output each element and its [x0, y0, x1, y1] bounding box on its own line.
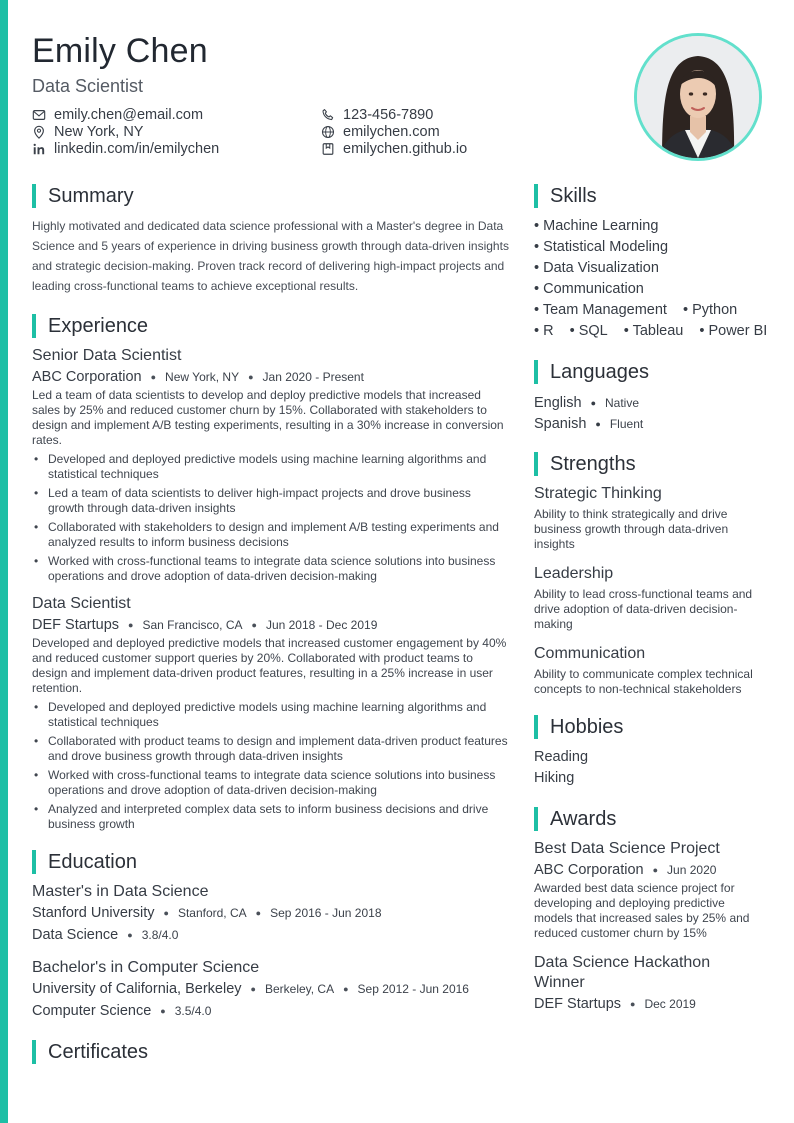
hobbies-title: Hobbies	[550, 715, 624, 738]
language-item	[534, 392, 764, 413]
education-dates: Sep 2012 - Jun 2016	[357, 982, 469, 996]
awards-title: Awards	[550, 807, 617, 830]
gpa: 3.8/4.0	[141, 928, 179, 942]
globe-icon	[321, 125, 335, 139]
award-item	[534, 839, 764, 941]
school-location: Berkeley, CA	[264, 982, 335, 996]
separator-dot: ●	[127, 930, 133, 940]
strength-title: Leadership	[534, 565, 614, 582]
education-meta	[32, 902, 510, 924]
language-item	[534, 413, 764, 434]
portrait-image	[637, 36, 759, 158]
skill-row	[534, 321, 768, 342]
mail-icon	[32, 108, 46, 122]
experience-heading	[32, 314, 510, 338]
left-column	[32, 184, 510, 1064]
job-bullet: • Worked with cross-functional teams to integrate data science solutions into business operations and drove adoption of data-driven decision-making	[32, 554, 510, 584]
certificates-title: Certificates	[48, 1040, 149, 1063]
job-title: Senior Data Scientist	[32, 347, 182, 364]
strength-item	[534, 564, 764, 632]
right-column	[534, 184, 768, 1015]
skill-item: • Machine Learning	[534, 218, 659, 234]
separator-dot: ●	[248, 372, 254, 382]
award-title: Best Data Science Project	[534, 840, 720, 857]
award-date: Dec 2019	[644, 997, 696, 1011]
skill-row	[534, 300, 764, 321]
separator-dot: ●	[251, 620, 257, 630]
contact-location	[32, 123, 321, 140]
languages-title: Languages	[550, 360, 649, 383]
language-level: Fluent	[609, 416, 644, 431]
contact-info	[32, 106, 592, 157]
github-text: emilychen.github.io	[343, 140, 468, 157]
awards-heading	[534, 807, 764, 831]
separator-dot: ●	[595, 418, 601, 429]
job-meta	[32, 366, 510, 388]
skills-heading	[534, 184, 764, 208]
company-name: DEF Startups	[32, 617, 120, 633]
job-bullets	[32, 452, 510, 584]
job-bullet: • Collaborated with stakeholders to design and implement A/B testing experiments and analyzed results to inform business decisions	[32, 520, 510, 550]
phone-text: 123-456-7890	[343, 106, 434, 123]
skill-item: • Data Visualization	[534, 260, 659, 276]
hobby-item: Hiking	[534, 770, 575, 786]
heading-accent	[534, 807, 538, 831]
separator-dot: ●	[250, 984, 256, 994]
skill-item: • Tableau	[623, 323, 684, 339]
candidate-name: Emily Chen	[32, 32, 208, 70]
skills-list	[534, 216, 768, 342]
skill-item: • SQL	[569, 323, 608, 339]
award-meta	[534, 993, 764, 1015]
contact-phone[interactable]	[321, 106, 581, 123]
education-heading	[32, 850, 510, 874]
job-bullet: • Analyzed and interpreted complex data sets to inform business decisions and drive business growth	[32, 802, 510, 832]
education-field	[32, 1000, 510, 1022]
degree-name: Master's in Data Science	[32, 883, 209, 900]
strength-description: Ability to think strategically and drive business growth through data-driven insights	[534, 507, 729, 551]
hobbies-heading	[534, 715, 764, 739]
award-date: Jun 2020	[667, 863, 717, 877]
school-name: University of California, Berkeley	[32, 981, 242, 997]
job-bullets	[32, 700, 510, 832]
separator-dot: ●	[150, 372, 157, 382]
job-bullet: • Developed and deployed predictive models using machine learning algorithms and statistical techniques	[32, 700, 510, 730]
skill-item: • Python	[682, 302, 738, 318]
degree-name: Bachelor's in Computer Science	[32, 959, 260, 976]
certificates-heading	[32, 1040, 510, 1064]
job-dates: Jun 2018 - Dec 2019	[265, 618, 378, 632]
award-description: Awarded best data science project for developing and deploying predictive models that increased sales by 25% and reduced customer churn by 15%	[534, 881, 750, 940]
job-bullet: • Worked with cross-functional teams to integrate data science solutions into business operations and drove adoption of data-driven decision-making	[32, 768, 510, 798]
profile-photo	[634, 33, 762, 161]
candidate-title: Data Scientist	[32, 76, 144, 96]
separator-dot: ●	[652, 865, 659, 875]
location-pin-icon	[32, 125, 46, 139]
location-text: New York, NY	[54, 123, 144, 140]
phone-icon	[321, 108, 335, 122]
job-meta	[32, 614, 510, 636]
strength-description: Ability to lead cross-functional teams and drive adoption of data-driven decision-making	[534, 587, 753, 631]
resume-header	[32, 30, 592, 157]
website-text: emilychen.com	[343, 123, 440, 140]
skill-item: • Communication	[534, 281, 644, 297]
heading-accent	[534, 452, 538, 476]
accent-bar	[0, 0, 8, 1123]
job-location: New York, NY	[165, 370, 240, 384]
heading-accent	[534, 184, 538, 208]
education-dates: Sep 2016 - Jun 2018	[270, 906, 382, 920]
skill-item: • Statistical Modeling	[534, 239, 669, 255]
linkedin-text: linkedin.com/in/emilychen	[54, 140, 220, 157]
contact-linkedin[interactable]	[32, 140, 321, 157]
experience-item	[32, 594, 510, 832]
heading-accent	[32, 1040, 36, 1064]
contact-email[interactable]	[32, 106, 321, 123]
separator-dot: ●	[163, 908, 169, 918]
language-name: English	[534, 394, 582, 411]
gpa: 3.5/4.0	[174, 1004, 212, 1018]
separator-dot: ●	[630, 999, 636, 1009]
summary-text: Highly motivated and dedicated data science professional with a Master's degree in Data Science and 5 years of experience in driving business growth through data-driven insights and strategic decision-making. Proven track record of delivering high-impact projects and leading cross-functional teams to achieve exceptional results.	[32, 219, 509, 293]
award-item	[534, 953, 764, 1015]
education-item	[32, 882, 510, 946]
job-dates: Jan 2020 - Present	[262, 370, 364, 384]
award-title: Data Science Hackathon Winner	[534, 954, 711, 991]
school-location: Stanford, CA	[177, 906, 247, 920]
languages-heading	[534, 360, 764, 384]
award-issuer: DEF Startups	[534, 996, 622, 1012]
separator-dot: ●	[343, 984, 349, 994]
heading-accent	[32, 184, 36, 208]
experience-item	[32, 346, 510, 584]
hobbies-list	[534, 747, 764, 789]
language-name: Spanish	[534, 415, 587, 432]
award-issuer: ABC Corporation	[534, 862, 644, 878]
skill-item: • R	[534, 323, 554, 339]
separator-dot: ●	[128, 620, 134, 630]
strengths-title: Strengths	[550, 452, 636, 475]
strengths-heading	[534, 452, 764, 476]
languages-list	[534, 392, 764, 434]
strength-item	[534, 644, 764, 697]
award-meta	[534, 859, 764, 881]
education-title: Education	[48, 850, 137, 873]
strength-item	[534, 484, 764, 552]
heading-accent	[534, 715, 538, 739]
separator-dot: ●	[160, 1006, 166, 1016]
skill-item: • Team Management	[534, 302, 667, 318]
job-description: Led a team of data scientists to develop and deploy predictive models that increased sales by 25% and reduced customer churn by 15%. Collaborated with stakeholders to design and implement A/B testing experiments, resulting in a 30% increase in conversion rates.	[32, 388, 504, 447]
strength-title: Strategic Thinking	[534, 485, 662, 502]
education-field	[32, 924, 510, 946]
summary-title: Summary	[48, 184, 134, 207]
strength-description: Ability to communicate complex technical concepts to non-technical stakeholders	[534, 667, 753, 696]
company-name: ABC Corporation	[32, 369, 142, 385]
education-item	[32, 958, 510, 1022]
school-name: Stanford University	[32, 905, 155, 921]
hobby-item: Reading	[534, 749, 589, 765]
job-bullet: • Led a team of data scientists to deliver high-impact projects and drove business growth through data-driven insights	[32, 486, 510, 516]
contact-github[interactable]	[321, 140, 581, 157]
separator-dot: ●	[590, 397, 596, 408]
email-text: emily.chen@email.com	[54, 106, 204, 123]
linkedin-icon	[32, 142, 46, 156]
job-title: Data Scientist	[32, 595, 131, 612]
heading-accent	[32, 314, 36, 338]
bookmark-icon	[321, 142, 335, 156]
education-meta	[32, 978, 510, 1000]
experience-title: Experience	[48, 314, 149, 337]
contact-website[interactable]	[321, 123, 581, 140]
heading-accent	[32, 850, 36, 874]
separator-dot: ●	[255, 908, 262, 918]
summary-heading	[32, 184, 510, 208]
job-description: Developed and deployed predictive models that increased customer engagement by 40% and reduced customer support queries by 20%. Collaborated with product teams to design and implement data-driven product features, resulting in a 25% increase in user retention.	[32, 636, 507, 695]
field-name: Data Science	[32, 927, 119, 943]
skill-item: • Power BI	[699, 323, 768, 339]
job-bullet: • Developed and deployed predictive models using machine learning algorithms and statistical techniques	[32, 452, 510, 482]
skills-title: Skills	[550, 184, 597, 207]
job-location: San Francisco, CA	[142, 618, 243, 632]
field-name: Computer Science	[32, 1003, 152, 1019]
job-bullet: • Collaborated with product teams to design and implement data-driven product features and drove business growth through data-driven insights	[32, 734, 510, 764]
language-level: Native	[605, 395, 640, 410]
strength-title: Communication	[534, 645, 646, 662]
heading-accent	[534, 360, 538, 384]
